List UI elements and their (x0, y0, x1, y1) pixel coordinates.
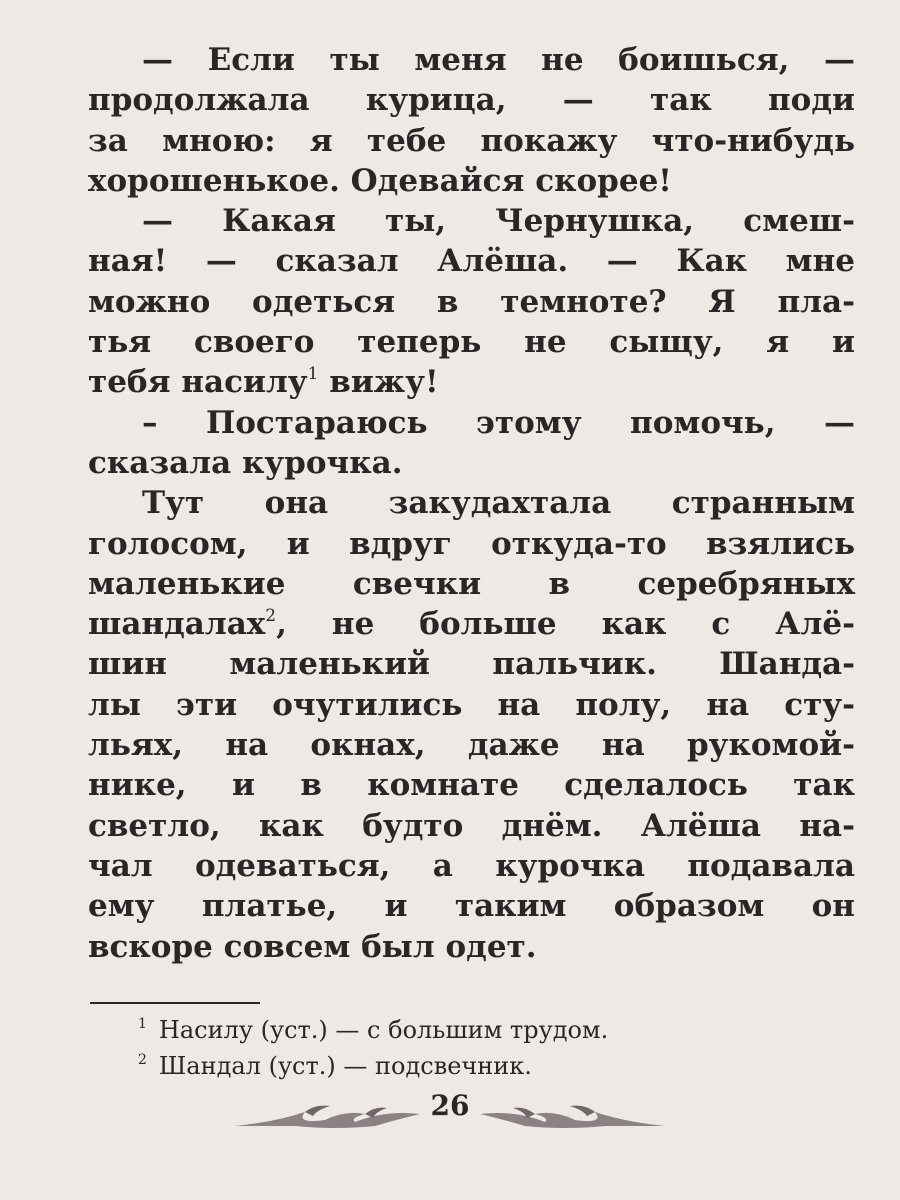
text-segment: , не больше как с Алё- (276, 606, 855, 643)
text-segment: голосом, и вдруг откуда-то взялись (88, 525, 855, 562)
text-segment: продолжала курица, — так поди (88, 82, 855, 119)
text-line (88, 685, 855, 725)
text-segment: сказала курочка. (88, 444, 403, 481)
text-segment: льях, на окнах, даже на рукомой- (88, 727, 855, 764)
text-line (88, 806, 855, 846)
text-segment: Тут она закудахтала странным (142, 485, 855, 522)
footnote-divider (90, 1002, 260, 1004)
ornament-right-icon (475, 1100, 665, 1130)
text-line (88, 403, 855, 443)
text-segment: — Какая ты, Чернушка, смеш- (142, 203, 855, 240)
text-segment: шандалах (88, 606, 266, 643)
text-line (88, 40, 855, 80)
text-line (88, 604, 855, 644)
text-segment: ему платье, и таким образом он (88, 888, 855, 925)
text-line (88, 80, 855, 120)
text-line (88, 765, 855, 805)
text-segment: чал одеваться, а курочка подавала (88, 847, 855, 884)
ornament-left-icon (235, 1100, 425, 1130)
text-segment: вскоре совсем был одет. (88, 928, 537, 965)
text-segment: хорошенькое. Одевайся скорее! (88, 162, 672, 199)
footnote-reference: 1 (307, 364, 319, 385)
text-line (88, 846, 855, 886)
footnote-2 (138, 1048, 608, 1084)
text-line (88, 282, 855, 322)
text-segment: — Если ты меня не боишься, — (142, 42, 855, 78)
body-text (88, 40, 855, 967)
text-line (88, 564, 855, 604)
text-line (88, 201, 855, 241)
footnote-mark: 2 (138, 1052, 147, 1068)
text-line (88, 121, 855, 161)
text-segment: можно одеться в темноте? Я пла- (88, 283, 855, 320)
page-number: 26 (430, 1089, 470, 1122)
text-line (88, 322, 855, 362)
text-line (88, 483, 855, 523)
text-segment: шин маленький пальчик. Шанда- (88, 646, 855, 683)
footnote-1 (138, 1012, 608, 1048)
footnote-text: Насилу (уст.) — с большим трудом. (158, 1016, 609, 1044)
text-line (88, 241, 855, 281)
text-line (88, 725, 855, 765)
text-line (88, 644, 855, 684)
text-segment: тья своего теперь не сыщу, я и (88, 324, 855, 361)
page-footer (0, 1089, 900, 1130)
text-segment: – Постараюсь этому помочь, — (142, 404, 855, 441)
text-line (88, 362, 855, 402)
footnote-reference: 2 (265, 606, 277, 627)
text-line (88, 443, 855, 483)
text-line (88, 927, 855, 967)
text-line (88, 886, 855, 926)
footnotes (138, 1012, 608, 1084)
text-segment: тебя насилу (88, 364, 308, 401)
text-segment: лы эти очутились на полу, на сту- (88, 686, 855, 723)
text-segment: нике, и в комнате сделалось так (88, 767, 855, 804)
footnote-mark: 1 (138, 1016, 147, 1032)
text-line (88, 524, 855, 564)
text-segment: светло, как будто днём. Алёша на- (88, 807, 855, 844)
text-line (88, 161, 855, 201)
footnote-text: Шандал (уст.) — подсвечник. (158, 1052, 532, 1080)
text-segment: ная! — сказал Алёша. — Как мне (88, 243, 855, 280)
text-segment: за мною: я тебе покажу что-нибудь (88, 122, 855, 159)
text-segment: вижу! (318, 364, 439, 401)
text-segment: маленькие свечки в серебряных (88, 565, 855, 602)
